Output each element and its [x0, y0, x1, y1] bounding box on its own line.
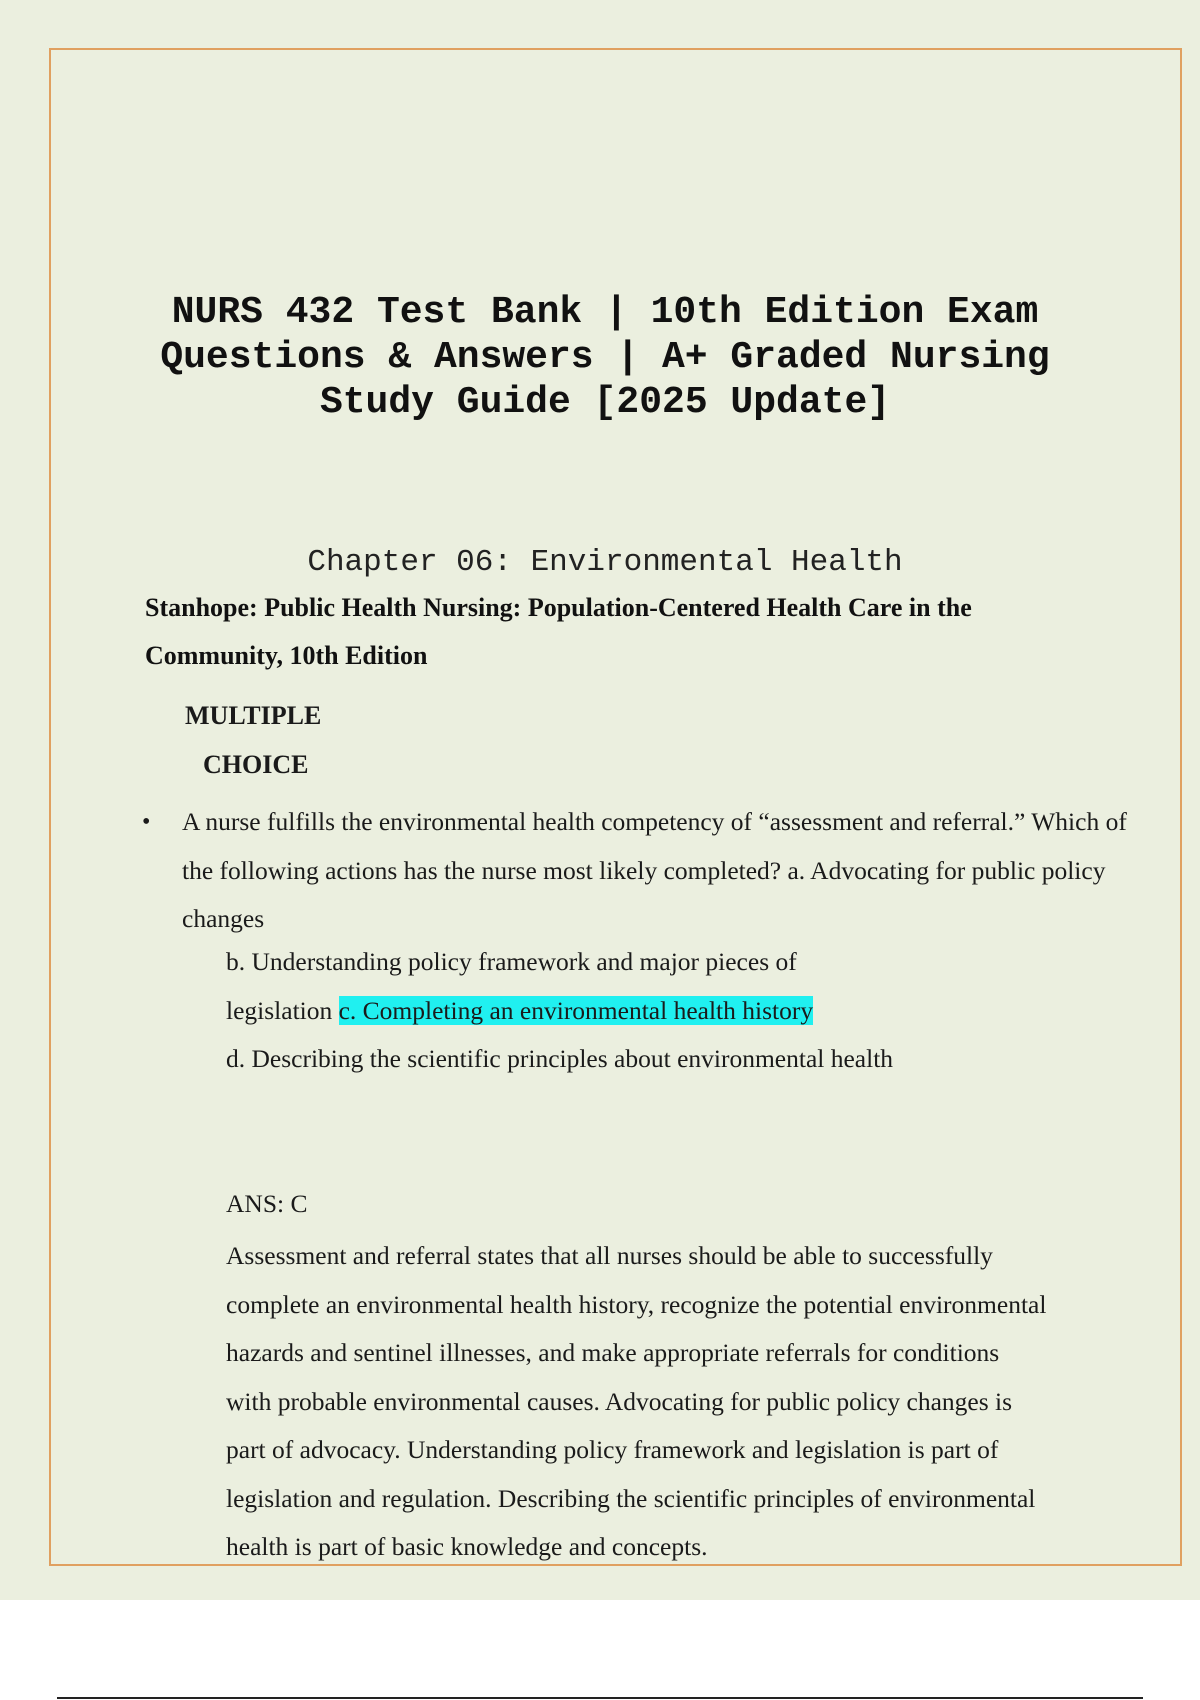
question-bullet: • — [142, 809, 151, 835]
option-b-line2-and-c — [226, 987, 1106, 1036]
question-stem: A nurse fulfills the environmental health competency of “assessment and referral.” Which of the following actions has the nurse most likely completed? a. Advocating for public policy changes — [182, 807, 1127, 933]
rationale-line: legislation and regulation. Describing the scientific principles of environmental — [226, 1483, 1036, 1513]
section-heading-choice: CHOICE — [203, 750, 309, 779]
rationale-line: health is part of basic knowledge and concepts. — [226, 1532, 708, 1561]
rationale — [226, 1232, 1146, 1572]
textbook-source: Stanhope: Public Health Nursing: Population-Centered Health Care in the Community, 10th Edition — [145, 593, 972, 670]
option-b-continuation: legislation — [226, 995, 333, 1025]
answer-key: ANS: C — [226, 1189, 308, 1218]
section-heading-multiple: MULTIPLE — [185, 701, 322, 730]
option-b-line1: b. Understanding policy framework and major pieces of — [226, 947, 797, 976]
rationale-line: hazards and sentinel illnesses, and make appropriate referrals for conditions — [226, 1338, 1000, 1367]
chapter-heading: Chapter 06: Environmental Health — [307, 545, 903, 580]
option-c-highlighted: c. Completing an environmental health history — [338, 995, 814, 1025]
footer-divider — [57, 1697, 1143, 1699]
option-d: d. Describing the scientific principles about environmental health — [226, 1044, 894, 1073]
rationale-line: part of advocacy. Understanding policy framework and legislation is part of — [226, 1435, 999, 1464]
rationale-line: Assessment and referral states that all nurses should be able to successfully — [226, 1241, 993, 1270]
rationale-line: complete an environmental health history, recognize the potential environmental — [226, 1289, 1047, 1319]
answer-options — [226, 938, 1106, 1084]
rationale-line: with probable environmental causes. Advocating for public policy changes is — [226, 1386, 1013, 1416]
document-title: NURS 432 Test Bank | 10th Edition Exam Questions & Answers | A+ Graded Nursing Study Guide [2025 Update] — [160, 291, 1050, 424]
